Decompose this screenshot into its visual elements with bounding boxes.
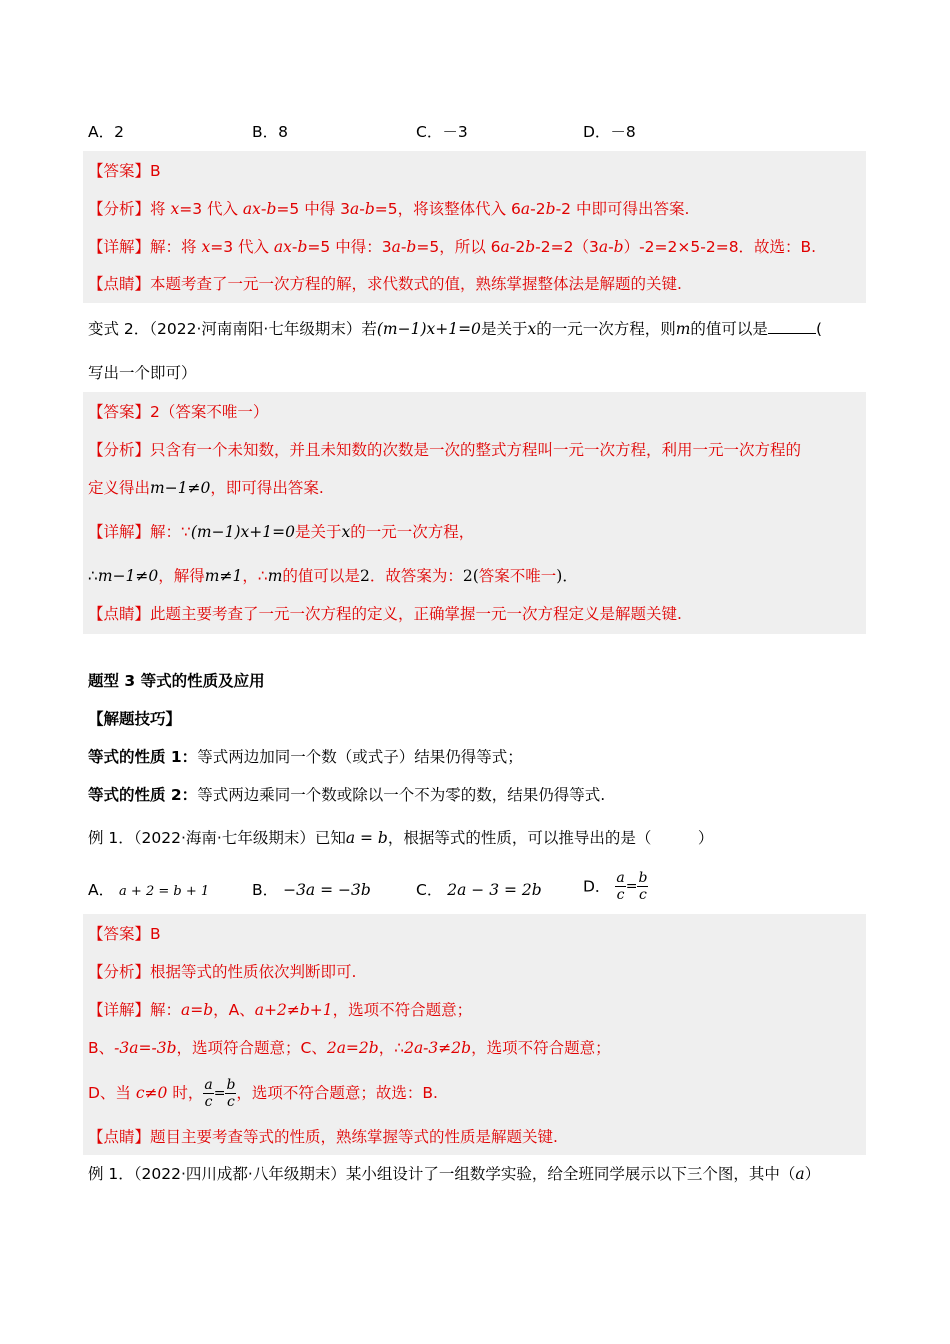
- property-2: 等式的性质 2：等式两边乘同一个数或除以一个不为零的数，结果仍得等式.: [88, 786, 606, 804]
- answer-block-ex1: [83, 914, 866, 1155]
- detail-line: 【详解】解：a=b，A、a+2≠b+1，选项不符合题意；: [88, 1001, 473, 1019]
- option-a: A． a + 2 = b + 1: [88, 881, 210, 899]
- answer-line: 【答案】2（答案不唯一）: [88, 403, 269, 421]
- option-b: B．8: [252, 123, 288, 141]
- answer-line: 【答案】B: [88, 162, 161, 180]
- comment-line: 【点睛】本题考查了一元一次方程的解，求代数式的值，熟练掌握整体法是解题的关键.: [88, 275, 682, 293]
- option-d: D． $\frac{a}{c}$ = $\frac{b}{c}$: [583, 870, 648, 903]
- question-stem: 变式 2．（2022·河南南阳·七年级期末）若(m−1)x+1=0是关于x的一元一次方程，则m的值可以是 (: [88, 320, 822, 338]
- example-2-stem: 例 1．（2022·四川成都·八年级期末）某小组设计了一组数学实验，给全班同学展示以下三个图，其中（a）: [88, 1165, 821, 1183]
- option-b: B． −3a = −3b: [252, 881, 371, 899]
- answer-blank: [768, 319, 816, 334]
- option-c: C． 2a − 3 = 2b: [416, 881, 542, 899]
- analysis-line: 【分析】将 x=3 代入 ax-b=5 中得 3a-b=5，将该整体代入 6a-2b-2 中即可得出答案.: [88, 200, 690, 218]
- detail-line: 【详解】解：∵(m−1)x+1=0是关于x的一元一次方程，: [88, 523, 475, 541]
- fraction-a-over-c: $\frac{a}{c}$: [204, 1077, 213, 1110]
- option-d: D．－8: [583, 123, 636, 141]
- detail-line-2: B、-3a=-3b，选项符合题意；C、2a=2b，∴2a-3≠2b，选项不符合题意；: [88, 1039, 611, 1057]
- comment-line: 【点睛】题目主要考查等式的性质，熟练掌握等式的性质是解题关键.: [88, 1128, 558, 1146]
- fraction-a-over-c: $\frac{a}{c}$: [616, 870, 625, 903]
- question-stem-cont: 写出一个即可）: [88, 364, 197, 382]
- example-stem: 例 1．（2022·海南·七年级期末）已知a = b，根据等式的性质，可以推导出的是（ ）: [88, 829, 714, 847]
- fraction-b-over-c: $\frac{b}{c}$: [226, 1077, 236, 1110]
- option-a: A．2: [88, 123, 124, 141]
- answer-block-q2: [83, 392, 866, 634]
- section-title: 题型 3 等式的性质及应用: [88, 672, 265, 690]
- analysis-line: 【分析】根据等式的性质依次判断即可.: [88, 963, 357, 981]
- detail-line-2: ∴m−1≠0，解得m≠1，∴m的值可以是2．故答案为：2(答案不唯一)．: [88, 567, 578, 585]
- property-1: 等式的性质 1：等式两边加同一个数（或式子）结果仍得等式；: [88, 748, 523, 766]
- option-c: C．－3: [416, 123, 468, 141]
- detail-line: 【详解】解：将 x=3 代入 ax-b=5 中得：3a-b=5，所以 6a-2b-2=2（3a-b）-2=2×5-2=8．故选：B.: [88, 238, 817, 256]
- tips-heading: 【解题技巧】: [88, 710, 182, 728]
- comment-line: 【点睛】此题主要考查了一元一次方程的定义，正确掌握一元一次方程定义是解题关键.: [88, 605, 682, 623]
- analysis-line: 【分析】只含有一个未知数，并且未知数的次数是一次的整式方程叫一元一次方程，利用一元一次方程的: [88, 441, 802, 459]
- analysis-line-cont: 定义得出m−1≠0，即可得出答案.: [88, 479, 324, 497]
- detail-line-3: D、当 c≠0 时， $\frac{a}{c}$ = $\frac{b}{c}$ ，选项不符合题意；故选：B.: [88, 1077, 438, 1110]
- answer-line: 【答案】B: [88, 925, 161, 943]
- fraction-b-over-c: $\frac{b}{c}$: [638, 870, 648, 903]
